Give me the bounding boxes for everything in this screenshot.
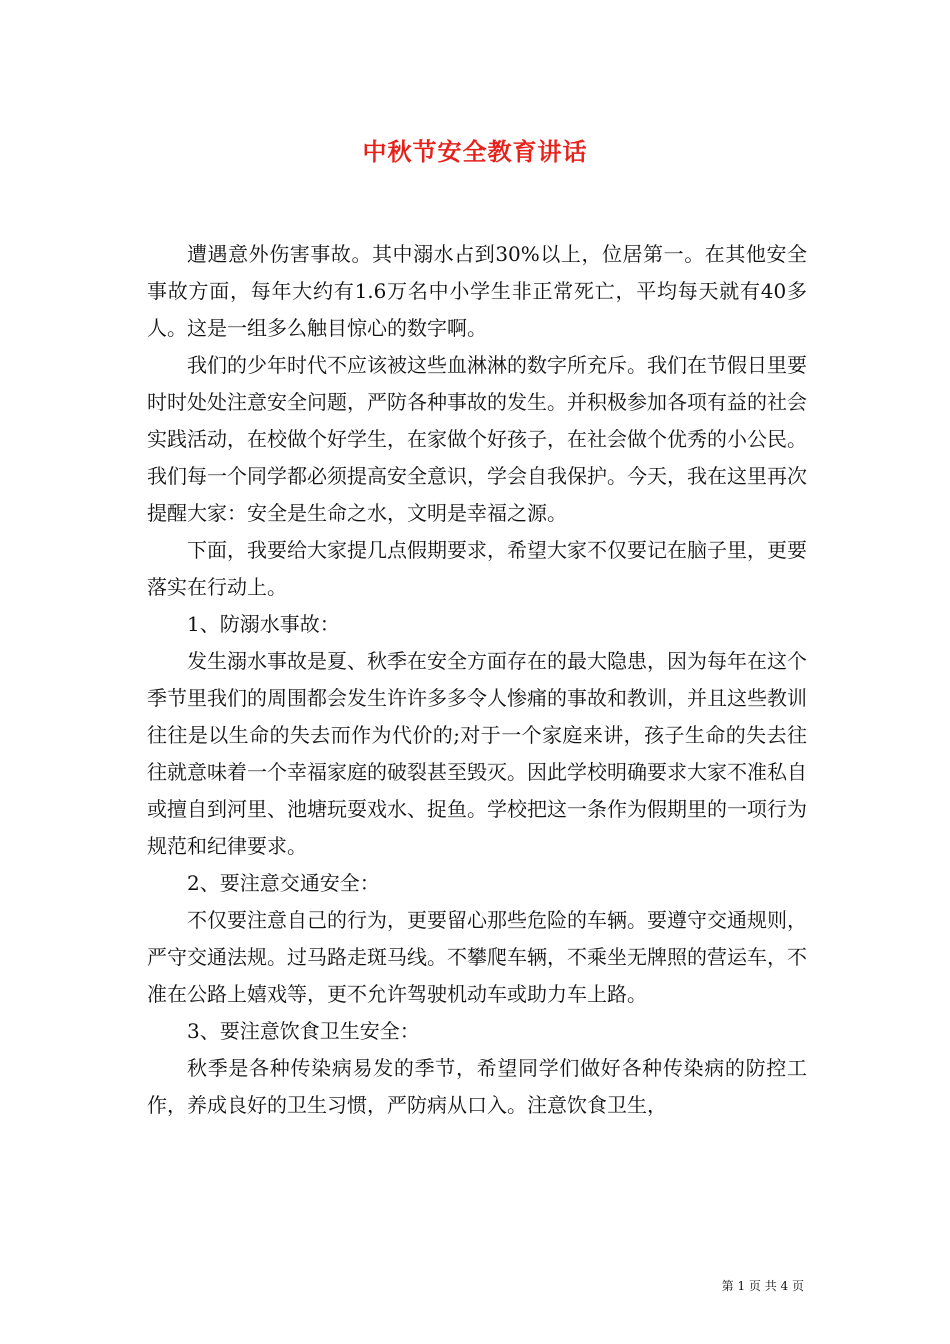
paragraph: 下面，我要给大家提几点假期要求，希望大家不仅要记在脑子里，更要落实在行动上。: [147, 538, 807, 599]
section-heading: 3、要注意饮食卫生安全：: [187, 1019, 420, 1043]
document-title: 中秋节安全教育讲话: [362, 137, 588, 166]
paragraph: 不仅要注意自己的行为，更要留心那些危险的车辆。要遵守交通规则，严守交通法规。过马路走斑马线。不攀爬车辆，不乘坐无牌照的营运车，不准在公路上嬉戏等，更不允许驾驶机动车或助力车上路。: [147, 908, 807, 1006]
paragraph: 发生溺水事故是夏、秋季在安全方面存在的最大隐患，因为每年在这个季节里我们的周围都会发生许许多多令人惨痛的事故和教训，并且这些教训往往是以生命的失去而作为代价的;对于一个家庭来讲，孩子生命的失去往往就意味着一个幸福家庭的破裂甚至毁灭。因此学校明确要求大家不准私自或擅自到河里、池塘玩耍戏水、捉鱼。学校把这一条作为假期里的一项行为规范和纪律要求。: [147, 649, 807, 858]
paragraph: 我们的少年时代不应该被这些血淋淋的数字所充斥。我们在节假日里要时时处处注意安全问题，严防各种事故的发生。并积极参加各项有益的社会实践活动，在校做个好学生，在家做个好孩子，在社会做个优秀的小公民。我们每一个同学都必须提高安全意识，学会自我保护。今天，我在这里再次提醒大家：安全是生命之水，文明是幸福之源。: [147, 353, 807, 525]
page-number-footer: 第 1 页 共 4 页: [721, 1279, 804, 1293]
paragraph: 遭遇意外伤害事故。其中溺水占到30%以上，位居第一。在其他安全事故方面，每年大约有1.6万名中小学生非正常死亡，平均每天就有40多人。这是一组多么触目惊心的数字啊。: [147, 242, 807, 340]
section-heading: 2、要注意交通安全：: [187, 871, 380, 895]
paragraph: 秋季是各种传染病易发的季节，希望同学们做好各种传染病的防控工作，养成良好的卫生习惯，严防病从口入。注意饮食卫生，: [147, 1056, 807, 1117]
document-body: [147, 236, 807, 1124]
section-heading: 1、防溺水事故：: [187, 612, 340, 636]
